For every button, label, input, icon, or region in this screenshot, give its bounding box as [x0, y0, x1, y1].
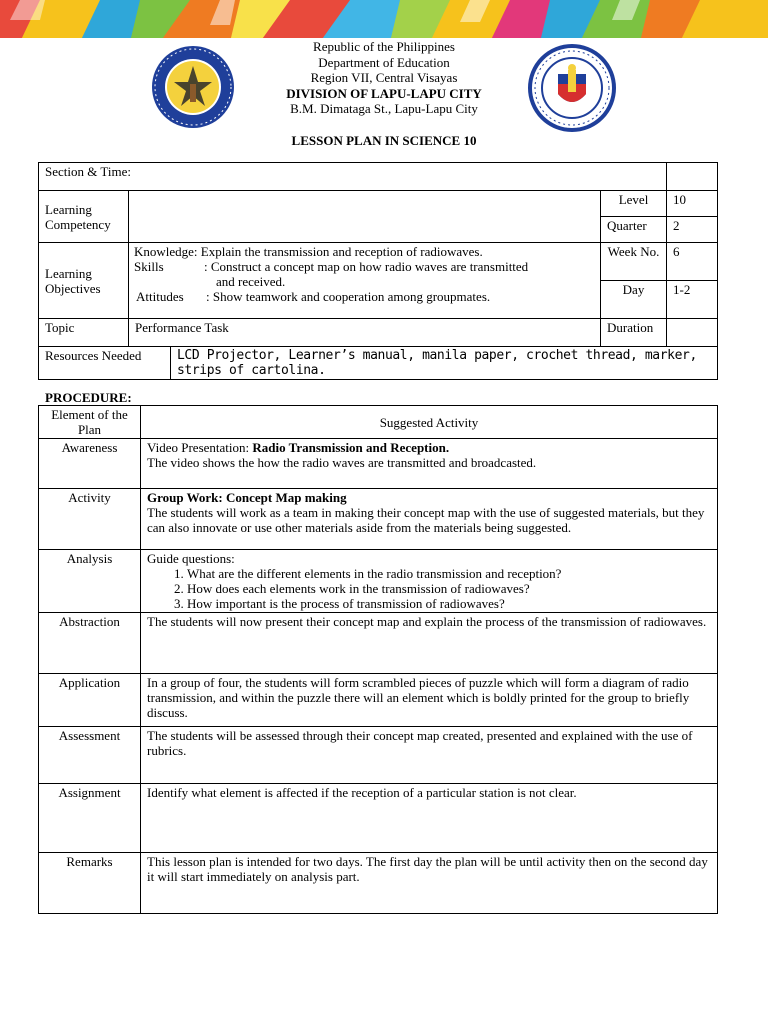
column-header-element: Element of the Plan: [39, 406, 141, 439]
awareness-activity: [141, 439, 718, 489]
resources-value: LCD Projector, Learner’s manual, manila paper, crochet thread, marker, strips of cartolina.: [171, 347, 718, 380]
learning-objectives-value: [129, 243, 601, 319]
column-header-activity: Suggested Activity: [141, 406, 718, 439]
analysis-activity: [141, 550, 718, 613]
list-item: 1. What are the different elements in the radio transmission and reception?: [187, 566, 711, 581]
awareness-text: The video shows the how the radio waves are transmitted and broadcasted.: [147, 455, 537, 470]
analysis-label: Analysis: [39, 550, 141, 613]
day-value: 1-2: [667, 281, 718, 319]
abstraction-label: Abstraction: [39, 613, 141, 674]
header-line-address: B.M. Dimataga St., Lapu-Lapu City: [290, 101, 478, 116]
application-label: Application: [39, 674, 141, 727]
document-title: LESSON PLAN IN SCIENCE 10: [291, 133, 477, 148]
awareness-title: Radio Transmission and Reception.: [252, 440, 450, 455]
header-line-division: DIVISION OF LAPU-LAPU CITY: [286, 85, 482, 101]
table-row: [39, 784, 718, 853]
table-row: [39, 439, 718, 489]
objective-attitudes-value: : Show teamwork and cooperation among groupmates.: [206, 289, 491, 304]
objective-skills-key: Skills: [134, 259, 164, 274]
procedure-label: PROCEDURE:: [45, 390, 132, 405]
objective-skills-continued: and received.: [216, 274, 286, 289]
list-item: 2. How does each elements work in the transmission of radiowaves?: [187, 581, 711, 596]
level-value: 10: [667, 191, 718, 217]
lesson-info-table: [38, 162, 718, 380]
guide-questions-list: [147, 566, 711, 611]
level-label: Level: [601, 191, 667, 217]
analysis-intro: Guide questions:: [147, 551, 235, 566]
objective-attitudes-key: Attitudes: [136, 289, 184, 304]
topic-label: Topic: [39, 319, 129, 347]
week-value: 6: [667, 243, 718, 281]
table-row: [39, 550, 718, 613]
header-line-republic: Republic of the Philippines: [313, 39, 455, 54]
header-line-department: Department of Education: [318, 54, 450, 70]
assessment-text: The students will be assessed through their concept map created, presented and explained with the use of rubrics.: [141, 727, 718, 784]
resources-label: Resources Needed: [39, 347, 171, 380]
quarter-label: Quarter: [601, 217, 667, 243]
objective-skills-value: : Construct a concept map on how radio waves are transmitted: [204, 259, 529, 274]
activity-title: Group Work: Concept Map making: [147, 490, 347, 505]
header-line-region: Region VII, Central Visayas: [310, 70, 458, 85]
assignment-label: Assignment: [39, 784, 141, 853]
table-row: [39, 613, 718, 674]
section-time-label: Section & Time:: [39, 163, 667, 191]
learning-competency-label: Learning Competency: [39, 191, 129, 243]
day-label: Day: [601, 281, 667, 319]
table-row: [39, 489, 718, 550]
duration-value: [667, 319, 718, 347]
awareness-label: Awareness: [39, 439, 141, 489]
assessment-label: Assessment: [39, 727, 141, 784]
objective-knowledge: Knowledge: Explain the transmission and reception of radiowaves.: [134, 244, 483, 259]
assignment-text: Identify what element is affected if the reception of a particular station is not clear.: [141, 784, 718, 853]
activity-text: The students will work as a team in making their concept map with the use of suggested materials, but they can also innovate or use other materials aside from the materials being suggested.: [147, 505, 705, 535]
activity-label: Activity: [39, 489, 141, 550]
decorative-banner: [0, 0, 768, 42]
remarks-label: Remarks: [39, 853, 141, 914]
table-row: [39, 674, 718, 727]
activity-activity: [141, 489, 718, 550]
awareness-prefix: Video Presentation:: [147, 440, 253, 455]
quarter-value: 2: [667, 217, 718, 243]
remarks-text: This lesson plan is intended for two days. The first day the plan will be until activity then on the second day it will start immediately on analysis part.: [141, 853, 718, 914]
learning-competency-value: [129, 191, 601, 243]
learning-objectives-label: Learning Objectives: [39, 243, 129, 319]
week-label: Week No.: [601, 243, 667, 281]
table-row: [39, 727, 718, 784]
application-text: In a group of four, the students will form scrambled pieces of puzzle which will form a diagram of radio transmission, and within the puzzle there will an element which is boldly printed for the group to briefly discuss.: [141, 674, 718, 727]
procedure-table: [38, 405, 718, 914]
duration-label: Duration: [601, 319, 667, 347]
table-row: [39, 853, 718, 914]
letterhead: [0, 39, 768, 117]
topic-value: Performance Task: [129, 319, 601, 347]
list-item: 3. How important is the process of transmission of radiowaves?: [187, 596, 711, 611]
abstraction-text: The students will now present their concept map and explain the process of the transmission of radiowaves.: [141, 613, 718, 674]
